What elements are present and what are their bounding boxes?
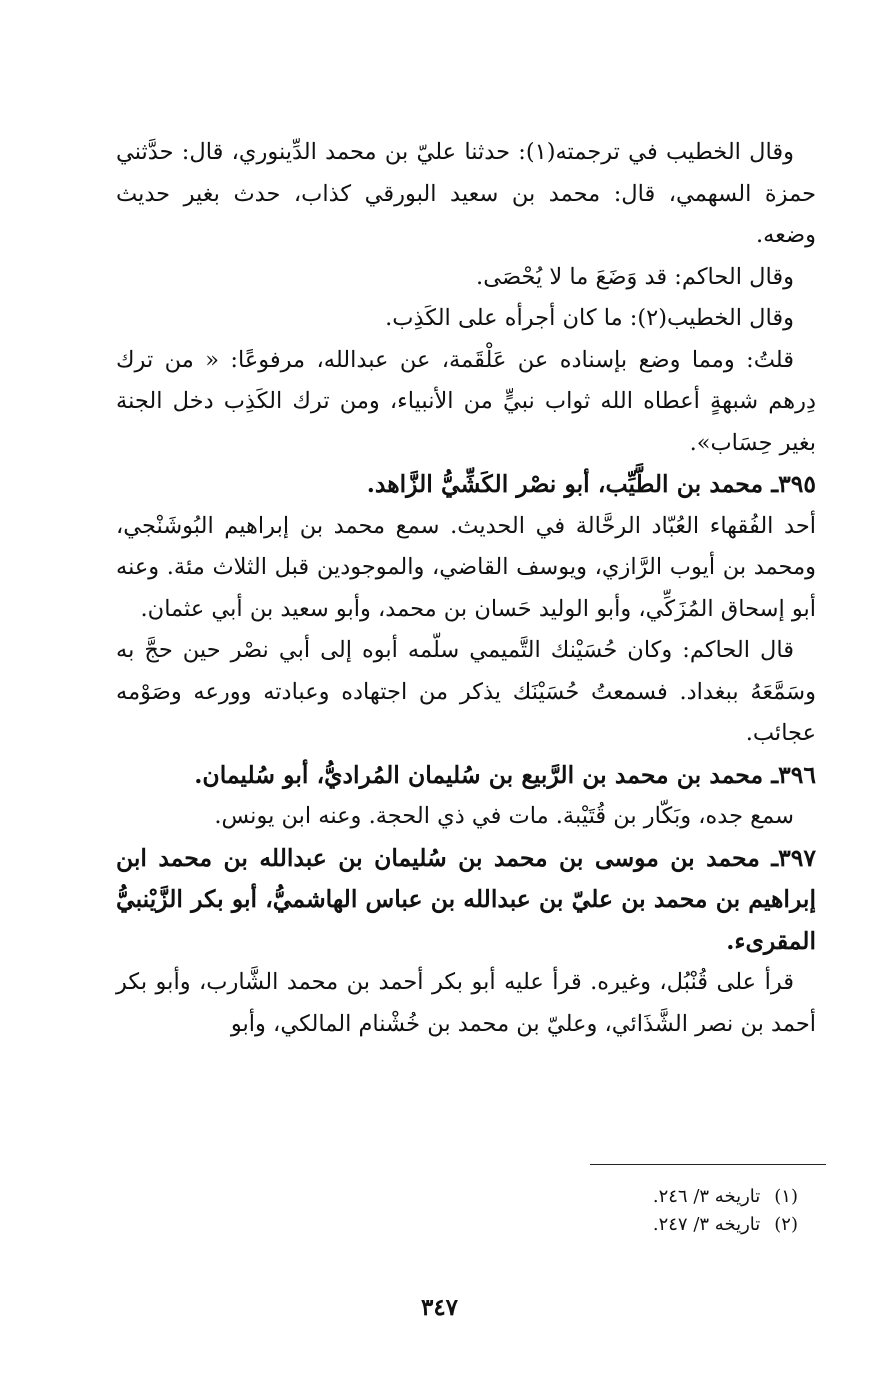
entry-heading-397: ٣٩٧ـ محمد بن موسى بن محمد بن سُليمان بن عبدالله بن محمد ابن إبراهيم بن محمد بن عليّ بن عبدالله بن عباس الهاشميُّ، أبو بكر الزَّيْنبيُّ المقرىء. [116, 843, 816, 955]
footnote [116, 1212, 816, 1238]
paragraph: قرأ على قُنْبُل، وغيره. قرأ عليه أبو بكر أحمد بن محمد الشَّارب، وأبو بكر أحمد بن نصر الشَّذَائي، وعليّ بن محمد بن خُشْنام المالكي، وأبو [116, 969, 816, 1037]
paragraph: وقال الخطيب في ترجمته(١): حدثنا عليّ بن محمد الدِّينوري، قال: حدَّثني حمزة السهمي، قال: محمد بن سعيد البورقي كذاب، حدث بغير حديث وضعه. [116, 139, 816, 248]
paragraph: أحد الفُقهاء العُبّاد الرحَّالة في الحديث. سمع محمد بن إبراهيم البُوشَنْجي، ومحمد بن أيوب الرَّازي، ويوسف القاضي، والموجودين قبل الثلاث مئة. وعنه أبو إسحاق المُزَكِّي، وأبو الوليد حَسان بن محمد، وأبو سعيد بن أبي عثمان. [116, 512, 816, 622]
footnote-text: تاريخه ٣/ ٢٤٧. [652, 1214, 761, 1235]
paragraph: سمع جده، وبَكّار بن قُتَيْبة. مات في ذي الحجة. وعنه ابن يونس. [214, 803, 794, 829]
paragraph: وقال الخطيب(٢): ما كان أجرأه على الكَذِب. [385, 305, 794, 331]
footnote-divider [590, 1164, 826, 1165]
paragraph: وقال الحاكم: قد وَضَعَ ما لا يُحْصَى. [476, 263, 794, 290]
footnote-text: تاريخه ٣/ ٢٤٦. [652, 1186, 761, 1207]
footnote-number: (١) [774, 1186, 798, 1207]
page-number: ٣٤٧ [420, 1294, 459, 1321]
entry-heading-396: ٣٩٦ـ محمد بن محمد بن الرَّبيع بن سُليمان المُراديُّ، أبو سُليمان. [194, 760, 816, 789]
main-text [116, 132, 816, 1045]
paragraph: قال الحاكم: وكان حُسَيْنك التَّميمي سلّمه أبوه إلى أبي نصْر حين حجَّ به وسَمَّعَهُ ببغداد. فسمعتُ حُسَيْنَك يذكر من اجتهاده وعبادته وورعه وصَوْمه عجائب. [116, 637, 816, 746]
footnote [116, 1184, 816, 1210]
paragraph: قلتُ: ومما وضع بإسناده عن عَلْقَمة، عن عبدالله، مرفوعًا: « من ترك دِرهم شبهةٍ أعطاه الله ثواب نبيٍّ من الأنبياء، ومن ترك الكَذِب دخل الجنة بغير حِسَاب». [116, 346, 816, 456]
entry-heading-395: ٣٩٥ـ محمد بن الطَّيِّب، أبو نصْر الكَشِّيُّ الزَّاهد. [366, 470, 816, 498]
footnote-number: (٢) [774, 1214, 798, 1235]
